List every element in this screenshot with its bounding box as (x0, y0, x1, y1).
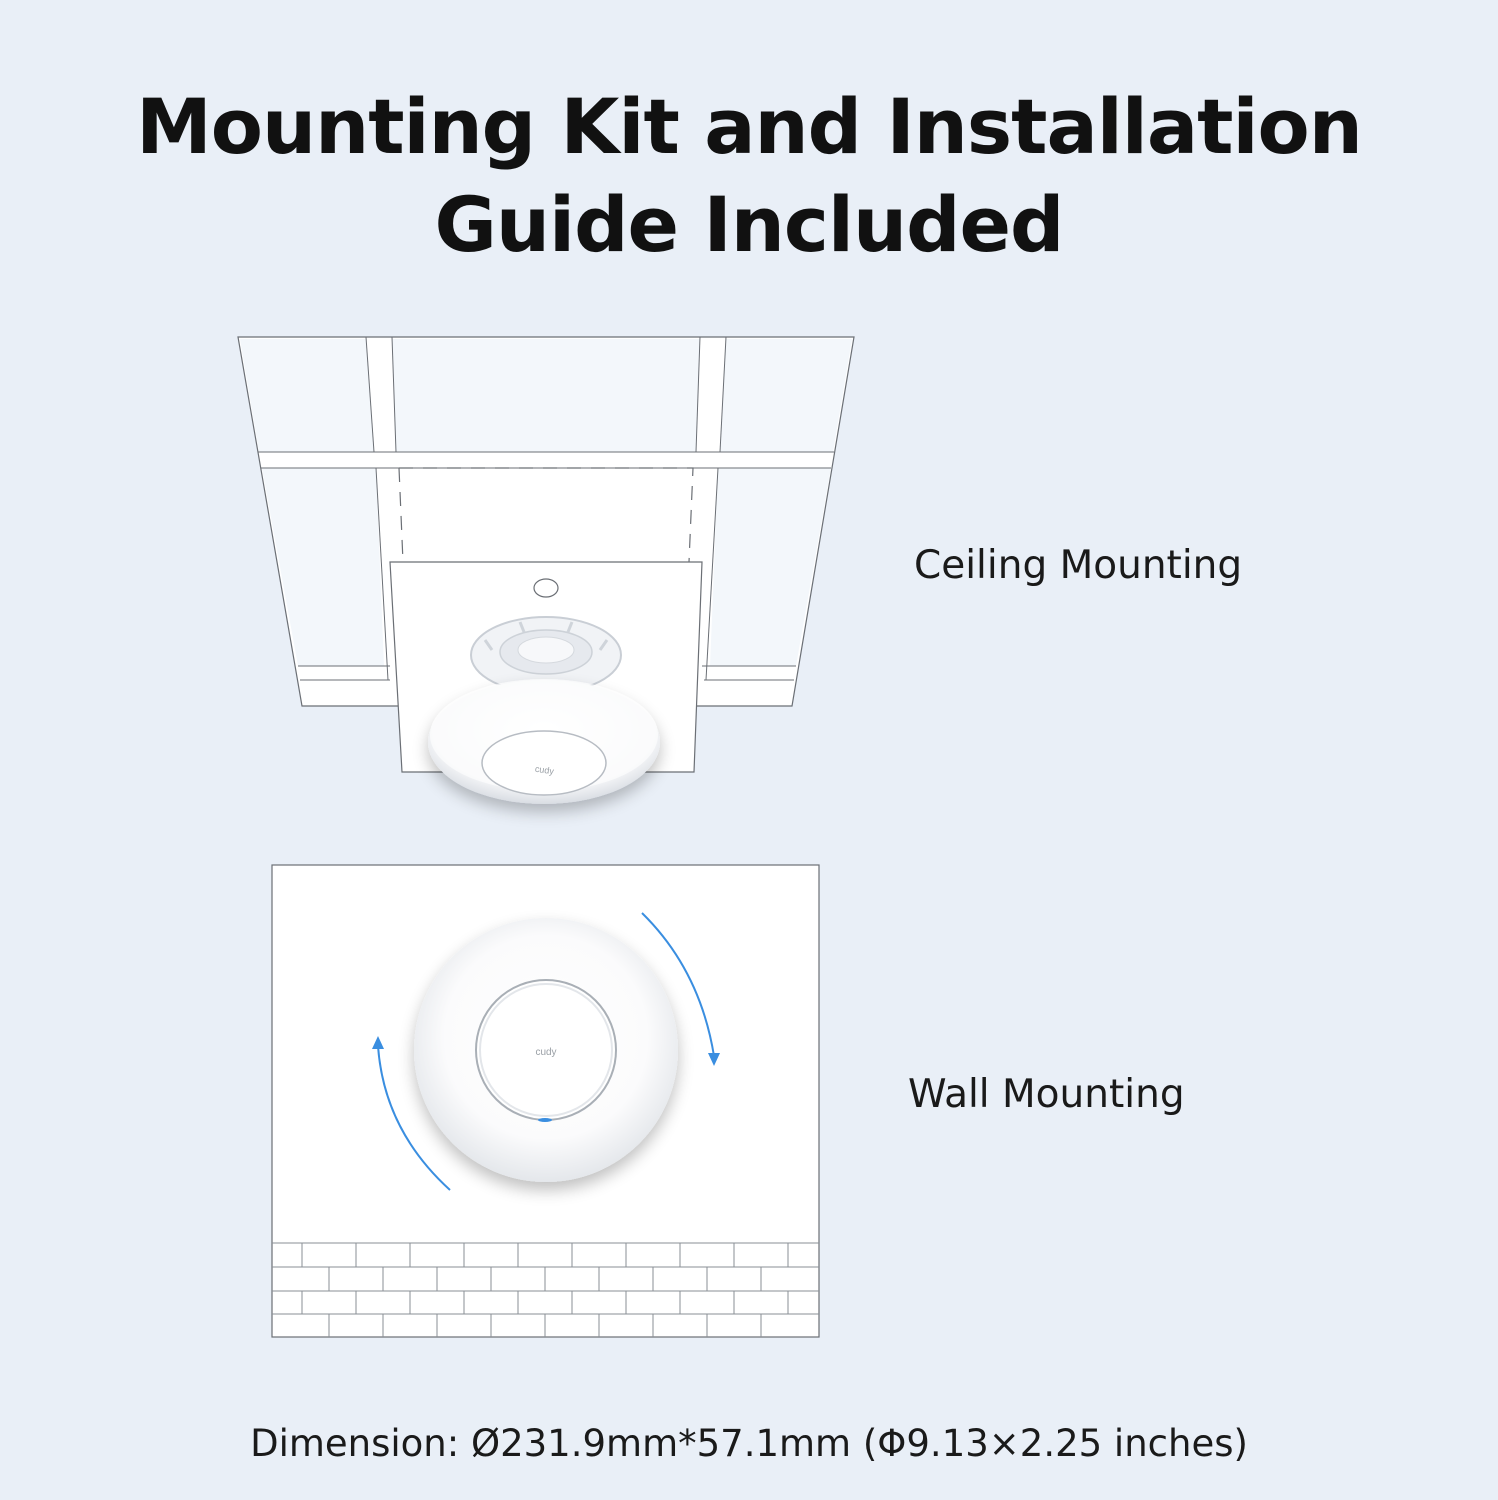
dimension-text: Dimension: Ø231.9mm*57.1mm (Φ9.13×2.25 inches) (250, 1422, 1248, 1465)
title-line-1: Mounting Kit and Installation (136, 82, 1362, 171)
title-line-2: Guide Included (434, 180, 1064, 269)
wall-mounting-label: Wall Mounting (908, 1072, 1185, 1117)
wall-ap-logo: cudy (535, 1047, 557, 1058)
status-led (538, 1118, 552, 1122)
ceiling-ap-logo: cudy (534, 763, 555, 777)
ceiling-access-point (428, 679, 660, 804)
ceiling-mounting-label: Ceiling Mounting (914, 543, 1243, 588)
